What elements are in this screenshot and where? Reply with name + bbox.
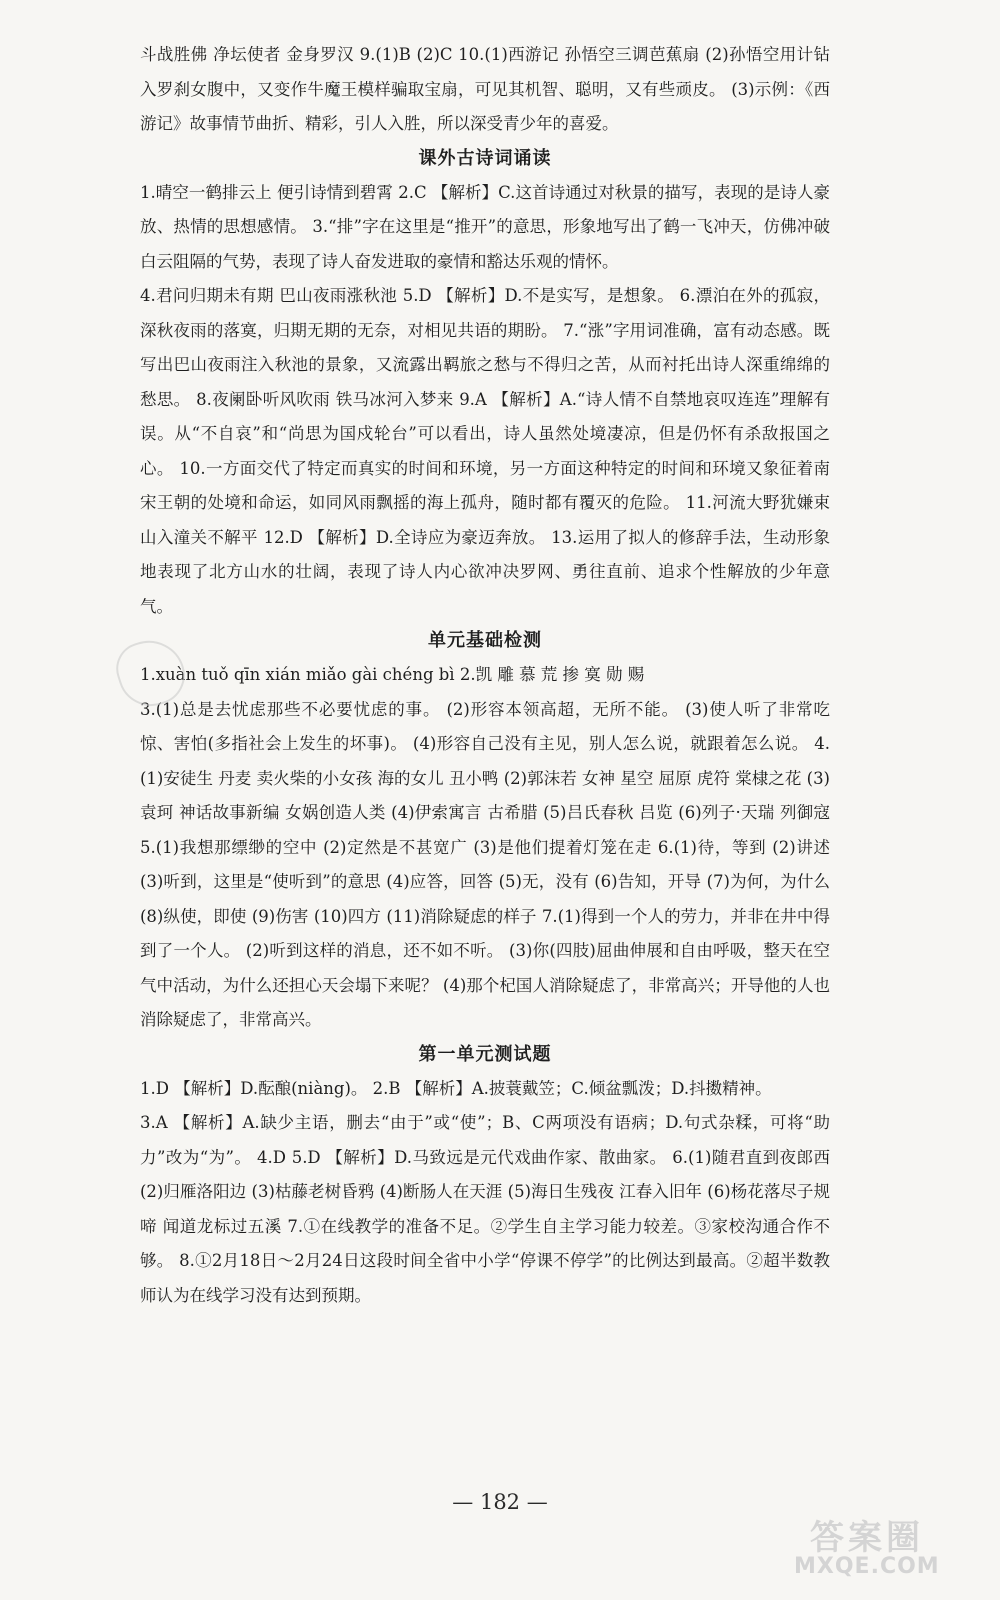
watermark-top-text: 答案圈: [810, 1518, 924, 1558]
paragraph-basics-2: 3.(1)总是去忧虑那些不必要忧虑的事。 (2)形容本领高超，无所不能。 (3)使人听了非常吃惊、害怕(多指社会上发生的坏事)。 (4)形容自己没有主见，别人怎么说，就跟着怎么说。 4.(1)安徒生 丹麦 卖火柴的小女孩 海的女儿 丑小鸭 (2)郭沫若 女神 星空 屈原 虎符 棠棣之花 (3)袁珂 神话故事新编 女娲创造人类 (4)伊索寓言 古希腊 (5)吕氏春秋 吕览 (6)列子·天瑞 列御寇 5.(1)我想那缥缈的空中 (2)定然是不甚宽广 (3)是他们提着灯笼在走 6.(1)待，等到 (2)讲述 (3)听到，这里是“使听到”的意思 (4)应答，回答 (5)无，没有 (6)告知，开导 (7)为何，为什么 (8)纵使，即使 (9)伤害 (10)四方 (11)消除疑虑的样子 7.(1)得到一个人的劳力，并非在井中得到了一个人。 (2)听到这样的消息，还不如不听。 (3)你(四肢)屈曲伸展和自由呼吸，整天在空气中活动，为什么还担心天会塌下来呢？ (4)那个杞国人消除疑虑了，非常高兴；开导他的人也消除疑虑了，非常高兴。: [140, 699, 830, 1029]
section-heading-unit-test: 第一单元测试题: [418, 1043, 552, 1065]
paragraph-journey-west: 斗战胜佛 净坛使者 金身罗汉 9.(1)B (2)C 10.(1)西游记 孙悟空三调芭蕉扇 (2)孙悟空用计钻入罗刹女腹中，又变作牛魔王模样骗取宝扇，可见其机智、聪明，又有些顽皮。 (3)示例：《西游记》故事情节曲折、精彩，引人入胜，所以深受青少年的喜爱。: [140, 45, 830, 133]
site-watermark-logo: [786, 1510, 991, 1590]
section-heading-unit-basics: 单元基础检测: [428, 630, 542, 651]
answer-content: [140, 38, 830, 1313]
paragraph-poems-1: 1.晴空一鹤排云上 便引诗情到碧霄 2.C 【解析】C.这首诗通过对秋景的描写，表现的是诗人豪放、热情的思想感情。 3.“排”字在这里是“推开”的意思，形象地写出了鹤一飞冲天，仿佛冲破白云阻隔的气势，表现了诗人奋发进取的豪情和豁达乐观的情怀。: [140, 182, 830, 271]
watermark-bottom-text: MXQE.COM: [794, 1554, 940, 1579]
page-number: — 182 —: [452, 1490, 548, 1514]
paragraph-basics-1: 1.xuàn tuǒ qīn xián miǎo gài chéng bì 2.凯 雕 慕 荒 掺 寞 勋 赐: [140, 665, 645, 684]
paragraph-test-1: 1.D 【解析】D.酝酿(niàng)。 2.B 【解析】A.披蓑戴笠；C.倾盆瓢泼；D.抖擞精神。: [140, 1078, 772, 1098]
paragraph-poems-2: 4.君问归期未有期 巴山夜雨涨秋池 5.D 【解析】D.不是实写，是想象。 6.漂泊在外的孤寂，深秋夜雨的落寞，归期无期的无奈，对相见共语的期盼。 7.“涨”字用词准确，富有动态感。既写出巴山夜雨注入秋池的景象，又流露出羁旅之愁与不得归之苦，从而衬托出诗人深重绵绵的愁思。 8.夜阑卧听风吹雨 铁马冰河入梦来 9.A 【解析】A.“诗人情不自禁地哀叹连连”理解有误。从“不自哀”和“尚思为国戍轮台”可以看出，诗人虽然处境凄凉，但是仍怀有杀敌报国之心。 10.一方面交代了特定而真实的时间和环境，另一方面这种特定的时间和环境又象征着南宋王朝的处境和命运，如同风雨飘摇的海上孤舟，随时都有覆灭的危险。 11.河流大野犹嫌束 山入潼关不解平 12.D 【解析】D.全诗应为豪迈奔放。 13.运用了拟人的修辞手法，生动形象地表现了北方山水的壮阔，表现了诗人内心欲冲决罗网、勇往直前、追求个性解放的少年意气。: [140, 286, 830, 616]
section-heading-ancient-poems: 课外古诗词诵读: [418, 147, 552, 169]
paragraph-test-2: 3.A 【解析】A.缺少主语，删去“由于”或“使”；B、C两项没有语病；D.句式杂糅，可将“助力”改为“为”。 4.D 5.D 【解析】D.马致远是元代戏曲作家、散曲家。 6.(1)随君直到夜郎西 (2)归雁洛阳边 (3)枯藤老树昏鸦 (4)断肠人在天涯 (5)海日生残夜 江春入旧年 (6)杨花落尽子规啼 闻道龙标过五溪 7.①在线教学的准备不足。②学生自主学习能力较差。③家校沟通合作不够。 8.①2月18日～2月24日这段时间全省中小学“停课不停学”的比例达到最高。②超半数教师认为在线学习没有达到预期。: [140, 1113, 830, 1305]
